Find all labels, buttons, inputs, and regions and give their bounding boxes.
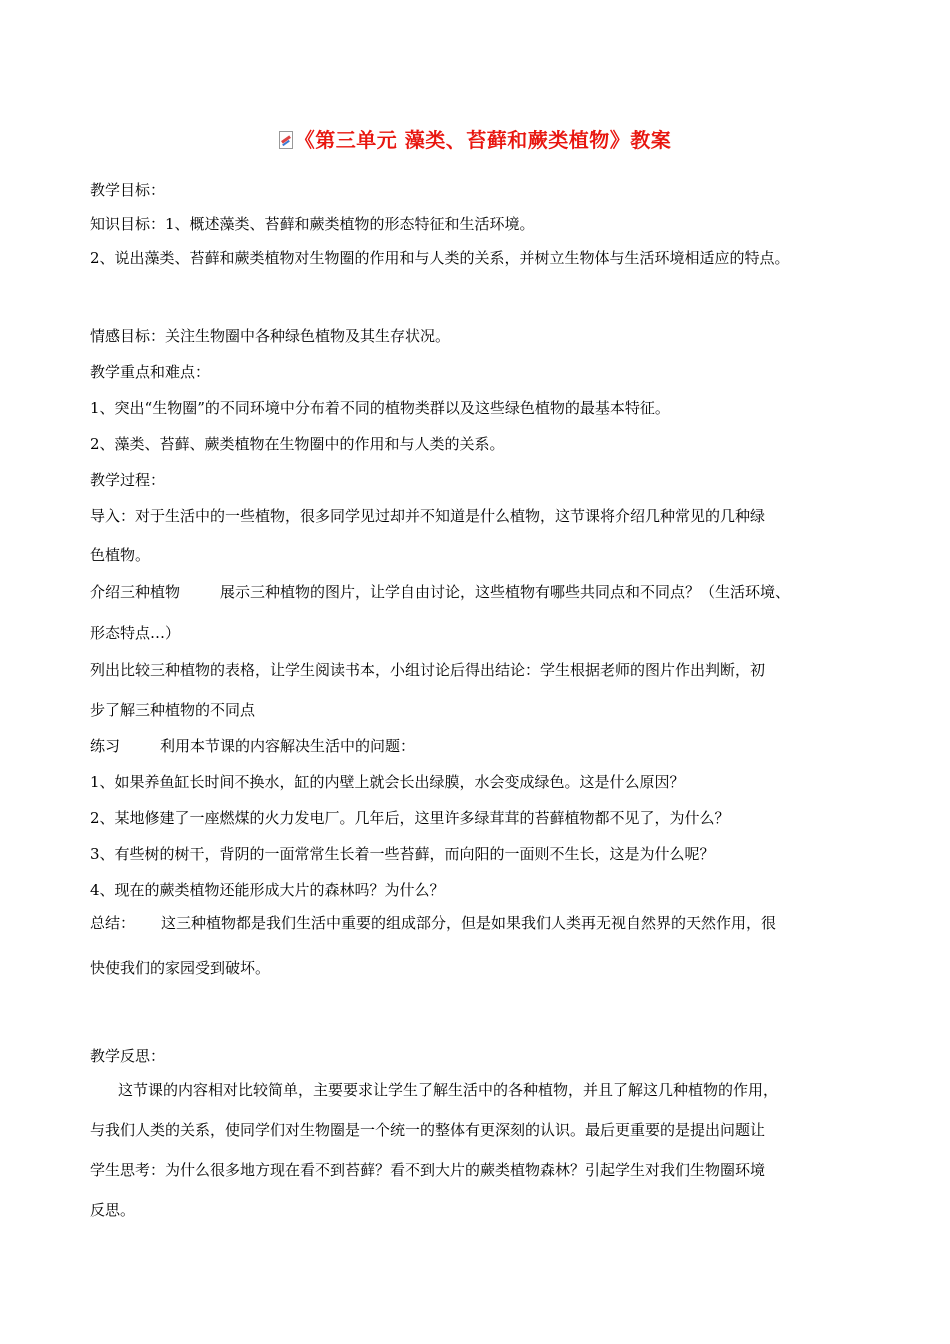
summary-text: 这三种植物都是我们生活中重要的组成部分，但是如果我们人类再无视自然界的天然作用，很 [161, 914, 777, 932]
paragraph: 步了解三种植物的不同点 [90, 701, 256, 719]
paragraph: 导入：对于生活中的一些植物，很多同学见过却并不知道是什么植物，这节课将介绍几种常见的几种绿 [90, 507, 766, 525]
paragraph [90, 736, 415, 756]
intro-text: 展示三种植物的图片，让学自由讨论，这些植物有哪些共同点和不同点？（生活环境、 [220, 583, 791, 601]
paragraph: 教学目标： [90, 181, 166, 199]
paragraph: 形态特点…） [90, 624, 181, 642]
image-placeholder-icon [279, 131, 293, 149]
paragraph: 知识目标：1、概述藻类、苔藓和蕨类植物的形态特征和生活环境。 [90, 215, 535, 233]
paragraph [90, 913, 776, 933]
paragraph: 与我们人类的关系，使同学们对生物圈是一个统一的整体有更深刻的认识。最后更重要的是提出问题让 [90, 1121, 766, 1139]
paragraph: 3、有些树的树干，背阴的一面常常生长着一些苔藓，而向阳的一面则不生长，这是为什么呢？ [90, 845, 715, 863]
intro-label: 介绍三种植物 [90, 583, 181, 601]
paragraph: 教学过程： [90, 471, 166, 489]
document-title: 《第三单元 藻类、苔藓和蕨类植物》教案 [294, 128, 672, 152]
paragraph: 这节课的内容相对比较简单，主要要求让学生了解生活中的各种植物，并且了解这几种植物的作用， [118, 1081, 779, 1099]
paragraph: 2、说出藻类、苔藓和蕨类植物对生物圈的作用和与人类的关系，并树立生物体与生活环境相适应的特点。 [90, 249, 790, 267]
paragraph: 学生思考：为什么很多地方现在看不到苔藓？看不到大片的蕨类植物森林？引起学生对我们生物圈环境 [90, 1161, 766, 1179]
paragraph: 1、如果养鱼缸长时间不换水，缸的内壁上就会长出绿膜，水会变成绿色。这是什么原因？ [90, 773, 685, 791]
paragraph: 2、藻类、苔藓、蕨类植物在生物圈中的作用和与人类的关系。 [90, 435, 505, 453]
practice-text: 利用本节课的内容解决生活中的问题： [160, 737, 416, 755]
practice-label: 练习 [90, 737, 121, 755]
title-row [0, 124, 950, 153]
paragraph: 2、某地修建了一座燃煤的火力发电厂。几年后，这里许多绿茸茸的苔藓植物都不见了，为什么？ [90, 809, 730, 827]
paragraph: 色植物。 [90, 546, 151, 564]
paragraph: 反思。 [90, 1201, 136, 1219]
paragraph: 1、突出“生物圈”的不同环境中分布着不同的植物类群以及这些绿色植物的最基本特征。 [90, 399, 670, 417]
paragraph: 教学反思： [90, 1047, 166, 1065]
paragraph: 情感目标：关注生物圈中各种绿色植物及其生存状况。 [90, 327, 451, 345]
paragraph [90, 582, 790, 602]
summary-label: 总结： [90, 914, 136, 932]
paragraph: 快使我们的家园受到破坏。 [90, 959, 271, 977]
paragraph: 列出比较三种植物的表格，让学生阅读书本，小组讨论后得出结论：学生根据老师的图片作出判断，初 [90, 661, 766, 679]
paragraph: 4、现在的蕨类植物还能形成大片的森林吗？为什么？ [90, 881, 445, 899]
paragraph: 教学重点和难点： [90, 363, 211, 381]
